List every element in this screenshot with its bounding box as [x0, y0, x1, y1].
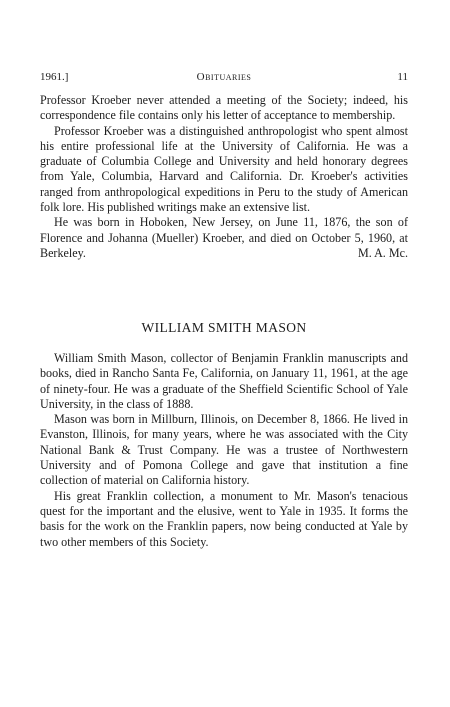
mason-paragraph-3: His great Franklin collection, a monument to Mr. Mason's tenacious quest for the important and the elusive, went to Yale in 1935. It forms the basis for the work on the Franklin papers, now being conducted at Yale by two other members of this Society. — [40, 488, 408, 549]
author-signature: M. A. Mc. — [357, 245, 408, 260]
mason-paragraph-2: Mason was born in Millburn, Illinois, on December 8, 1866. He lived in Evanston, Illinois, for many years, where he was associated with the City National Bank & Trust Company. He was a trustee of Northwestern University and of Pomona College and gave that institution a fine collection of material on California history. — [40, 412, 408, 488]
kroeber-paragraph-3-text: He was born in Hoboken, New Jersey, on June 11, 1876, the son of Florence and Johanna (Mueller) Kroeber, and died on October 5, 1960, at Berkeley. — [40, 215, 408, 260]
page-number: 11 — [397, 71, 408, 83]
kroeber-paragraph-3 — [40, 215, 408, 261]
kroeber-paragraph-2: Professor Kroeber was a distinguished anthropologist who spent almost his entire professional life at the University of California. He was a graduate of Columbia College and University and held honorary degrees from Yale, Columbia, Harvard and California. Dr. Kroeber's activities ranged from anthropological expeditions in Peru to the study of American folk lore. His published writings make an extensive list. — [40, 123, 408, 215]
mason-obituary-heading: WILLIAM SMITH MASON — [141, 320, 307, 335]
running-head-title: Obituaries — [196, 71, 252, 83]
running-head-year: 1961.] — [40, 71, 69, 83]
mason-obituary-text — [40, 351, 408, 550]
kroeber-paragraph-1: Professor Kroeber never attended a meeting of the Society; indeed, his correspondence file contains only his letter of acceptance to membership. — [40, 93, 408, 123]
kroeber-obituary-text — [40, 93, 408, 261]
mason-paragraph-1: William Smith Mason, collector of Benjamin Franklin manuscripts and books, died in Rancho Santa Fe, California, on January 11, 1961, at the age of ninety-four. He was a graduate of the Sheffield Scientific School of Yale University, in the class of 1888. — [40, 351, 408, 411]
